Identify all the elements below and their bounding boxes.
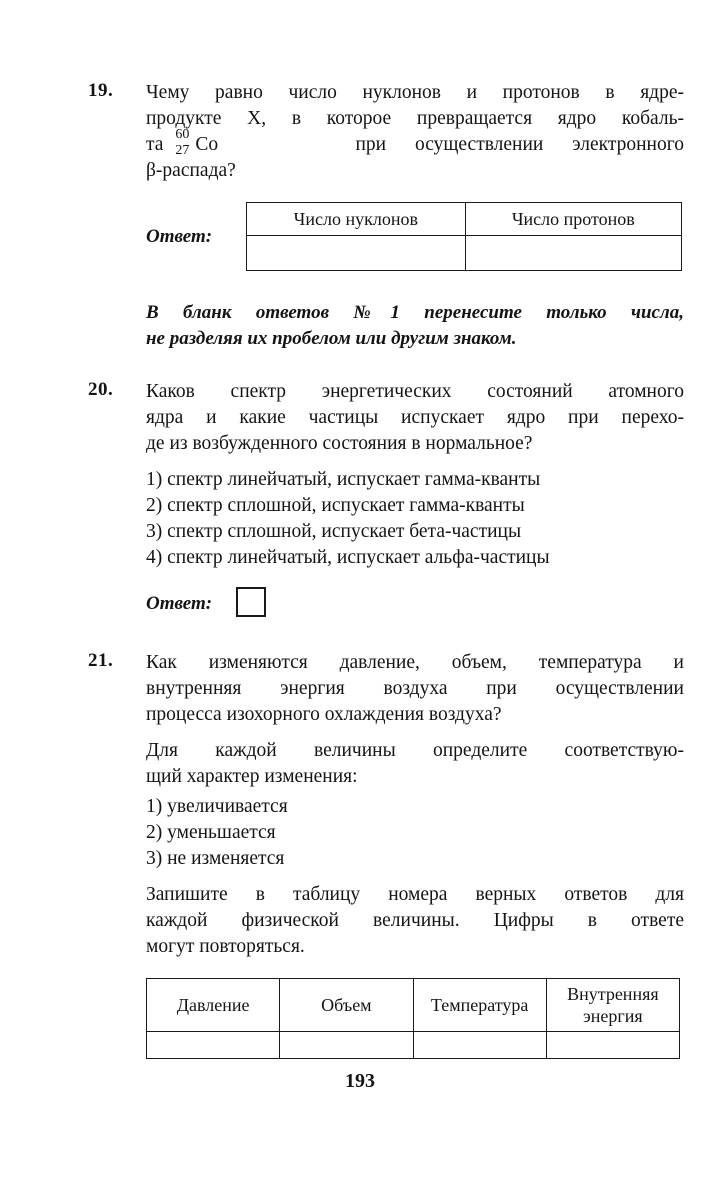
answer-option: 2) спектр сплошной, испускает гамма-кванты	[146, 495, 525, 516]
question-line-isotope	[146, 127, 684, 158]
column-header	[546, 979, 679, 1032]
instruction-note: В бланк ответов №1 перенесите только числа,	[146, 302, 684, 323]
instruction-line: каждой физической величины. Цифры в ответе	[146, 910, 684, 931]
question-line: Чему равно число нуклонов и протонов в ядре-	[146, 82, 684, 103]
question-fragment: та	[146, 134, 164, 155]
task-body	[146, 80, 684, 352]
instruction-line: Для каждой величины определите соответствую-	[146, 740, 684, 761]
task-number: 20.	[88, 379, 114, 400]
question-fragment: при осуществлении электронного	[355, 134, 684, 155]
answer-cell-temperature[interactable]	[413, 1032, 546, 1059]
answer-box[interactable]	[236, 587, 266, 617]
answer-row	[146, 202, 684, 282]
question-line: продукте X, в которое превращается ядро кобаль-	[146, 108, 684, 129]
answer-option: 4) спектр линейчатый, испускает альфа-частицы	[146, 547, 550, 568]
answer-table	[146, 978, 680, 1059]
column-header: Давление	[147, 979, 280, 1032]
answer-table	[246, 202, 682, 271]
column-header: Температура	[413, 979, 546, 1032]
question-line: Как изменяются давление, объем, температура и	[146, 652, 684, 673]
task-number: 19.	[88, 80, 114, 101]
answer-option: 3) не изменяется	[146, 848, 285, 869]
answer-label: Ответ:	[146, 226, 213, 247]
isotope-indices	[173, 127, 195, 158]
answer-option: 2) уменьшается	[146, 822, 276, 843]
answer-option: 1) спектр линейчатый, испускает гамма-кванты	[146, 469, 541, 490]
instruction-line: Запишите в таблицу номера верных ответов для	[146, 884, 684, 905]
cobalt-isotope	[173, 127, 219, 158]
instruction-line: щий характер изменения:	[146, 766, 358, 787]
answer-option: 1) увеличивается	[146, 796, 288, 817]
question-line: внутренняя энергия воздуха при осуществлении	[146, 678, 684, 699]
question-line: ядра и какие частицы испускает ядро при перехо-	[146, 407, 684, 428]
answer-row	[146, 585, 684, 625]
element-symbol: Co	[195, 134, 219, 155]
question-line: Каков спектр энергетических состояний атомного	[146, 381, 684, 402]
column-header-line: энергия	[583, 1006, 643, 1026]
task-number: 21.	[88, 650, 114, 671]
answer-cell-protons[interactable]	[465, 236, 681, 271]
answer-cell-volume[interactable]	[280, 1032, 413, 1059]
answer-cell-internal-energy[interactable]	[546, 1032, 679, 1059]
task-body	[146, 379, 684, 625]
answer-label: Ответ:	[146, 593, 213, 614]
task-19	[88, 80, 684, 352]
instruction-note: не разделяя их пробелом или другим знаком.	[146, 328, 517, 349]
question-line: де из возбужденного состояния в нормальное?	[146, 433, 533, 454]
task-21	[88, 650, 684, 1059]
page-number: 193	[345, 1070, 375, 1092]
task-20	[88, 379, 684, 625]
column-header: Число нуклонов	[247, 203, 466, 236]
instruction-line: могут повторяться.	[146, 936, 305, 957]
answer-cell-pressure[interactable]	[147, 1032, 280, 1059]
question-line: процесса изохорного охлаждения воздуха?	[146, 704, 502, 725]
task-body	[146, 650, 684, 1059]
mass-number: 60	[175, 127, 190, 142]
answer-option: 3) спектр сплошной, испускает бета-частицы	[146, 521, 522, 542]
column-header: Объем	[280, 979, 413, 1032]
atomic-number: 27	[175, 143, 190, 158]
column-header-line: Внутренняя	[567, 984, 659, 1004]
answer-cell-nucleons[interactable]	[247, 236, 466, 271]
question-line: β-распада?	[146, 160, 236, 181]
column-header: Число протонов	[465, 203, 681, 236]
